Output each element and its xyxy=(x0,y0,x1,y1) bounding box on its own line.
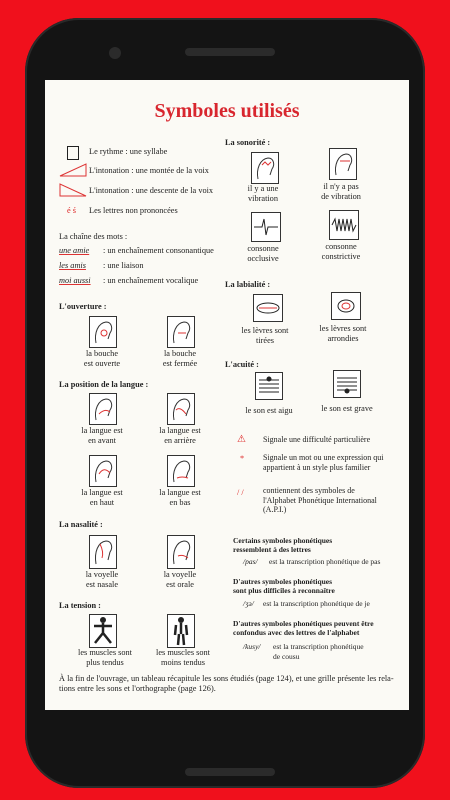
legend-descente: L'intonation : une descente de la voix xyxy=(89,186,214,195)
nasalite-caption-2: la voyelle est orale xyxy=(163,570,197,589)
labialite-caption-1: les lèvres sont tirées xyxy=(241,326,289,345)
phon-example-3: /kusy/ xyxy=(243,642,261,651)
vibration-icon xyxy=(251,152,279,184)
phon-desc-3: est la transcription phonétique xyxy=(273,642,364,651)
syllable-square-icon xyxy=(67,146,79,160)
falling-intonation-icon xyxy=(59,183,87,197)
spread-lips-icon xyxy=(253,294,283,322)
low-pitch-icon xyxy=(333,370,361,398)
acuite-caption-2: le son est grave xyxy=(321,404,373,413)
tongue-low-icon xyxy=(167,455,195,487)
chaine-desc-2: : une liaison xyxy=(103,261,144,270)
ouverture-caption-2: la bouche est fermée xyxy=(162,349,198,368)
phon-example-2: /ʒə/ xyxy=(243,599,254,608)
sonorite-caption-2: il n'y a pas de vibration xyxy=(321,182,361,201)
tension-caption-1: les muscles sont plus tendus xyxy=(78,648,132,667)
slashes-icon: / / xyxy=(237,488,244,497)
silent-letters-symbol: é ś xyxy=(67,206,76,215)
oral-vowel-icon xyxy=(167,535,195,569)
legend-lettres: Les lettres non prononcées xyxy=(89,206,178,215)
acuite-caption-1: le son est aigu xyxy=(245,406,293,415)
chaine-example-2: les amis xyxy=(59,261,86,270)
nasal-vowel-icon xyxy=(89,535,117,569)
tension-caption-2: les muscles sont moins tendus xyxy=(156,648,210,667)
nasalite-caption-1: la voyelle est nasale xyxy=(85,570,119,589)
sonorite-caption-3: consonne occlusive xyxy=(247,244,279,263)
langue-caption-2: la langue est en arrière xyxy=(159,426,201,445)
signal-familier: Signale un mot ou une expression qui appartient à un style plus familier xyxy=(263,453,384,472)
chaine-example-1: une amie xyxy=(59,246,90,255)
langue-heading: La position de la langue : xyxy=(59,380,149,389)
footer-note: À la fin de l'ouvrage, un tableau récapitule les sons étudiés (page 124), et une grille présente les rela- tions entre les sons et l'orthographe (page 126). xyxy=(59,674,394,694)
sonorite-heading: La sonorité : xyxy=(225,138,271,147)
occlusive-wave-icon xyxy=(251,212,281,242)
signal-difficulte: Signale une difficulté particulière xyxy=(263,435,371,444)
document-screen[interactable] xyxy=(45,80,409,710)
phon-desc-2: est la transcription phonétique de je xyxy=(263,599,370,608)
no-vibration-icon xyxy=(329,148,357,180)
legend-rythme: Le rythme : une syllabe xyxy=(89,147,168,156)
rounded-lips-icon xyxy=(331,292,361,320)
chaine-example-3: moi aussi xyxy=(59,276,91,285)
signal-api: contiennent des symboles de l'Alphabet Phonétique International (A.P.I.) xyxy=(263,486,377,515)
langue-caption-1: la langue est en avant xyxy=(81,426,123,445)
legend-montee: L'intonation : une montée de la voix xyxy=(89,166,209,175)
chaine-heading: La chaîne des mots : xyxy=(59,232,128,241)
bottom-speaker xyxy=(185,768,275,776)
langue-caption-4: la langue est en bas xyxy=(159,488,201,507)
ouverture-heading: L'ouverture : xyxy=(59,302,107,311)
sonorite-caption-4: consonne constrictive xyxy=(321,242,361,261)
labialite-caption-2: les lèvres sont arrondies xyxy=(319,324,367,343)
chaine-desc-3: : un enchaînement vocalique xyxy=(103,276,199,285)
camera-icon xyxy=(109,47,121,59)
tongue-high-icon xyxy=(89,455,117,487)
phon-desc-3b: de cousu xyxy=(273,652,300,661)
chaine-desc-1: : un enchaînement consonantique xyxy=(103,246,214,255)
page-title: Symboles utilisés xyxy=(154,100,300,122)
warning-icon: ⚠ xyxy=(237,434,246,445)
phon-heading-2: D'autres symboles phonétiques sont plus difficiles à reconnaître xyxy=(233,577,335,595)
tension-heading: La tension : xyxy=(59,601,101,610)
rising-intonation-icon xyxy=(59,163,87,177)
tongue-front-icon xyxy=(89,393,117,425)
ouverture-caption-1: la bouche est ouverte xyxy=(83,349,121,368)
phon-example-1: /pas/ xyxy=(243,557,258,566)
phon-desc-1: est la transcription phonétique de pas xyxy=(269,557,381,566)
phon-heading-3: D'autres symboles phonétiques peuvent être confondus avec des lettres de l'alphabet xyxy=(233,619,374,637)
tongue-back-icon xyxy=(167,393,195,425)
langue-caption-3: la langue est en haut xyxy=(81,488,123,507)
sonorite-caption-1: il y a une vibration xyxy=(247,184,279,203)
closed-mouth-icon xyxy=(167,316,195,348)
high-pitch-icon xyxy=(255,372,283,400)
relaxed-muscles-icon xyxy=(167,614,195,648)
earpiece-speaker xyxy=(185,48,275,56)
nasalite-heading: La nasalité : xyxy=(59,520,103,529)
asterisk-icon: * xyxy=(240,454,245,463)
open-mouth-icon xyxy=(89,316,117,348)
labialite-heading: La labialité : xyxy=(225,280,271,289)
acuite-heading: L'acuité : xyxy=(225,360,259,369)
constrictive-wave-icon xyxy=(329,210,359,240)
tense-muscles-icon xyxy=(89,614,117,648)
phon-heading-1: Certains symboles phonétiques ressemblent à des lettres xyxy=(233,536,333,554)
